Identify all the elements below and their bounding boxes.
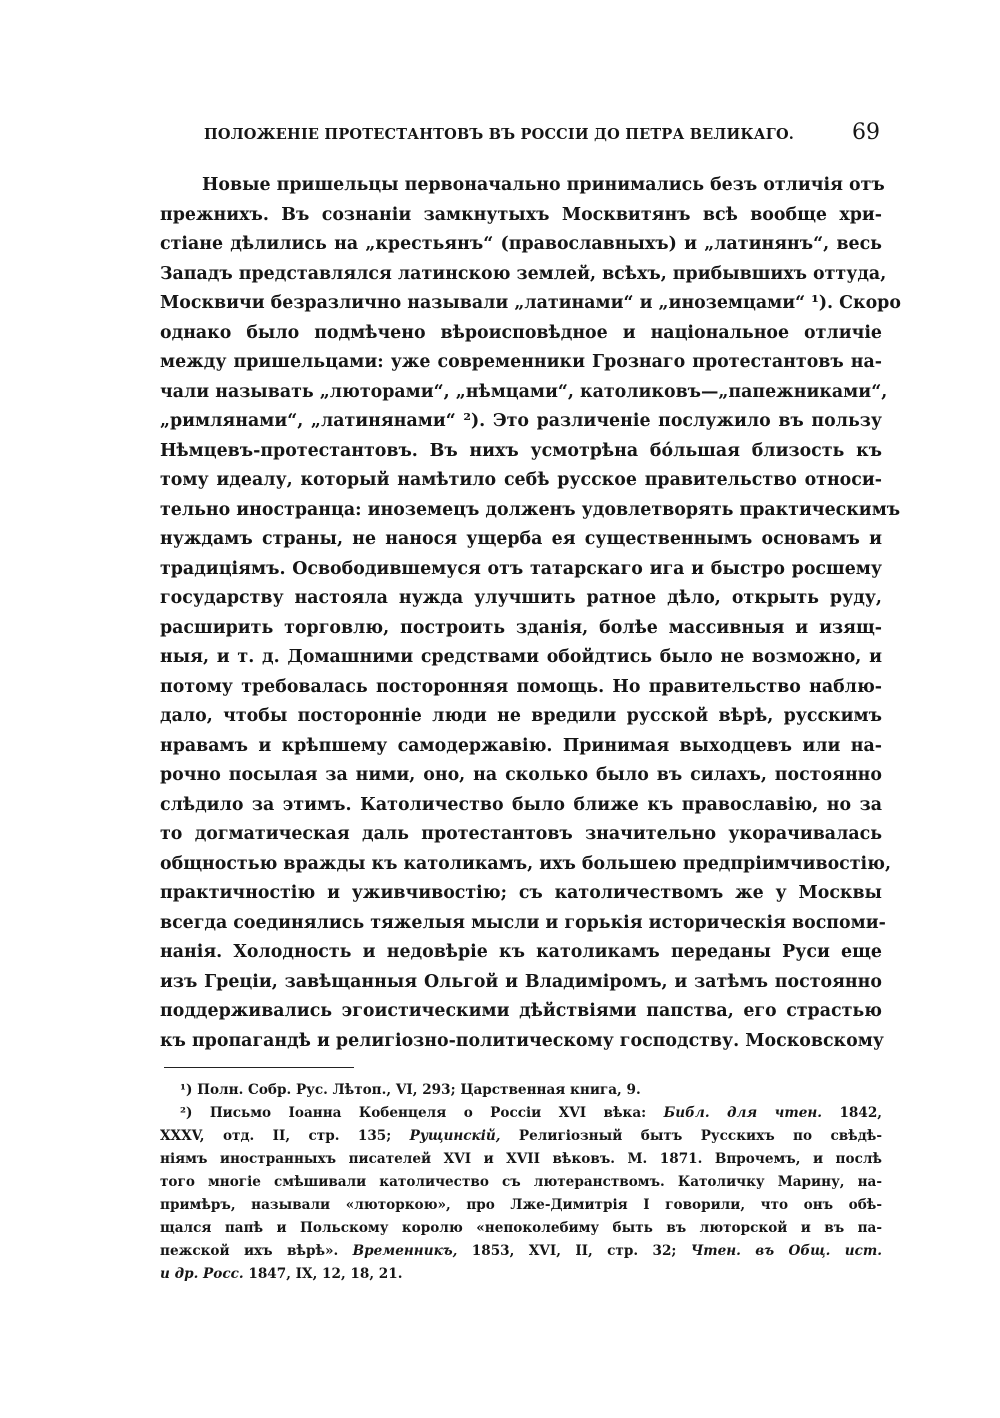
footnote-text: 1842, [822, 1105, 883, 1121]
body-line: дало, чтобы посторонніе люди не вредили русской вѣрѣ, русскимъ [160, 706, 882, 726]
footnote-italic: Библ. для чтен. [663, 1105, 823, 1121]
footnote-2-line [160, 1102, 882, 1125]
footnote-1 [160, 1079, 882, 1102]
body-line: нанія. Холодность и недовѣріе къ католикамъ переданы Руси еще [160, 942, 882, 962]
footnote-italic: Временникъ, [352, 1243, 458, 1259]
body-line: традиціямъ. Освободившемуся отъ татарскаго ига и быстро росшему [160, 558, 882, 579]
body-line: нравамъ и крѣпшему самодержавію. Принимая выходцевъ или на- [160, 735, 882, 756]
body-line: прежнихъ. Въ сознаніи замкнутыхъ Москвитянъ всѣ вообще хри- [160, 204, 882, 225]
footnote-text: 1853, XVI, II, стр. 32; [457, 1243, 691, 1259]
body-line: Новые пришельцы первоначально принимались безъ отличія отъ [202, 175, 885, 195]
footnote-2-line: щался папѣ и Польскому королю «непоколебиму быть въ люторской и въ па- [160, 1220, 882, 1236]
footnote-text: Письмо Іоанна Кобенцеля о Россіи XVI вѣка: [209, 1105, 664, 1121]
body-line: къ пропагандѣ и религіозно-политическому господству. Московскому [160, 1030, 884, 1051]
body-line: чали называть „люторами“, „нѣмцами“, католиковъ—„папежниками“, [160, 381, 888, 402]
body-line: нуждамъ страны, не нанося ущерба ея существеннымъ основамъ и [160, 529, 882, 549]
header-title: ПОЛОЖЕНІЕ ПРОТЕСТАНТОВЪ ВЪ РОССІИ ДО ПЕТРА ВЕЛИКАГО. [204, 126, 795, 143]
body-line: государству настояла нужда улучшить ратное дѣло, открыть руду, [160, 588, 882, 608]
footnote-text: Религіозный бытъ Русскихъ по свѣдѣ- [500, 1128, 882, 1144]
body-line: слѣдило за этимъ. Католичество было ближе къ православію, но за [160, 794, 882, 815]
body-line: то догматическая даль протестантовъ значительно укорачивалась [160, 824, 882, 844]
body-line: потому требовалась посторонняя помощь. Но правительство наблю- [160, 676, 882, 697]
footnote-2-line [160, 1263, 882, 1286]
footnote-divider [164, 1067, 354, 1068]
running-header [204, 122, 880, 152]
body-line: Нѣмцевъ-протестантовъ. Въ нихъ усмотрѣна бо́льшая близость къ [160, 440, 882, 461]
footnote-text: XXXV, отд. II, стр. 135; [160, 1128, 410, 1144]
footnote-2-line: ніямъ иностранныхъ писателей XVI и XVII вѣковъ. М. 1871. Впрочемъ, и послѣ [160, 1151, 882, 1167]
body-line: Москвичи безразлично называли „латинами“ и „иноземцами“ ¹). Скоро [160, 293, 901, 313]
footnotes [160, 1079, 882, 1286]
footnote-text: 1847, IX, 12, 18, 21. [243, 1266, 403, 1282]
footnote-marker: ¹) [180, 1082, 193, 1098]
footnote-2-line [160, 1240, 882, 1263]
footnote-2-line [160, 1125, 882, 1148]
footnote-italic: Чтен. въ Общ. ист. [690, 1243, 882, 1259]
body-line: поддерживались эгоистическими дѣйствіями папства, его страстью [160, 1001, 882, 1021]
footnote-text: Полн. Собр. Рус. Лѣтоп., VI, 293; Царственная книга, 9. [197, 1082, 641, 1098]
footnote-italic: Рущинскій, [409, 1128, 501, 1144]
body-line: рочно посылая за ними, оно, на сколько было въ силахъ, постоянно [160, 765, 882, 785]
body-line: всегда соединялись тяжелыя мысли и горькія историческія воспоми- [160, 912, 886, 933]
body-line: изъ Греціи, завѣщанныя Ольгой и Владиміромъ, и затѣмъ постоянно [160, 971, 882, 992]
body-line: стіане дѣлились на „крестьянъ“ (православныхъ) и „латинянъ“, весь [160, 234, 882, 254]
footnote-marker: ²) [180, 1105, 193, 1121]
body-line: ныя, и т. д. Домашними средствами обойдтись было не возможно, и [160, 647, 882, 667]
footnote-2-line: примѣръ, называли «люторкою», про Лже-Димитрія I говорили, что онъ обѣ- [160, 1197, 882, 1213]
body-line: практичностію и уживчивостію; съ католичествомъ же у Москвы [160, 883, 882, 903]
body-text [160, 171, 901, 1056]
body-line: между пришельцами: уже современники Грознаго протестантовъ на- [160, 352, 882, 372]
body-line: расширить торговлю, построить зданія, болѣе массивныя и изящ- [160, 617, 882, 638]
footnote-text: пежской ихъ вѣрѣ». [160, 1243, 353, 1259]
body-line: Западъ представлялся латинскою землей, всѣхъ, прибывшихъ оттуда, [160, 263, 887, 284]
body-line: тому идеалу, который намѣтило себѣ русское правительство относи- [160, 470, 882, 490]
footnote-2-line: того многіе смѣшивали католичество съ лютеранствомъ. Католичку Марину, на- [160, 1174, 882, 1190]
body-line: тельно иностранца: иноземецъ долженъ удовлетворять практическимъ [160, 499, 901, 520]
footnote-italic: и др. Росс. [160, 1266, 244, 1282]
body-line: „римлянами“, „латинянами“ ²). Это различеніе послужило въ пользу [160, 411, 882, 431]
body-line: однако было подмѣчено вѣроисповѣдное и національное отличіе [160, 322, 882, 343]
page-number: 69 [852, 120, 880, 145]
body-line: общностью вражды къ католикамъ, ихъ большею предпріимчивостію, [160, 853, 892, 874]
